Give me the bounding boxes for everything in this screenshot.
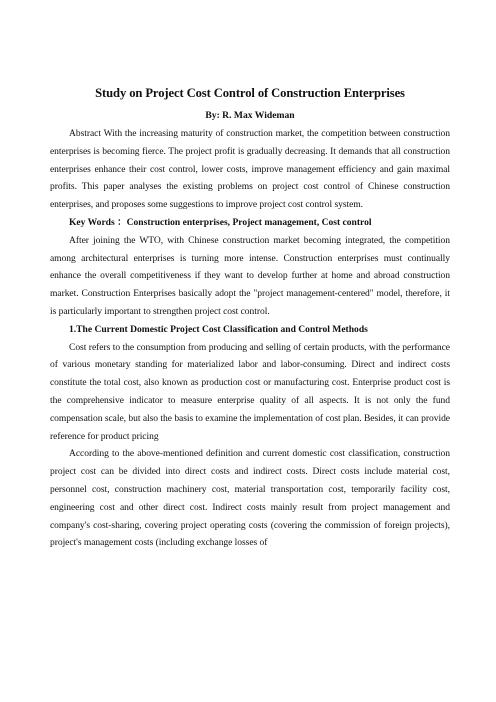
abstract-paragraph: Abstract With the increasing maturity of construction market, the competition between construction enterprises is becoming fierce. The project profit is gradually decreasing. It demands that all construction enterprises enhance their cost control, lower costs, improve management efficiency and gain maximal profits. This paper analyses the existing problems on project cost control of Chinese construction enterprises, and proposes some suggestions to improve project cost control system. (50, 128, 450, 211)
document-title: Study on Project Cost Control of Construction Enterprises (95, 86, 405, 100)
document-page (50, 85, 450, 552)
keywords-line (50, 214, 450, 232)
section-heading: 1.The Current Domestic Project Cost Classification and Control Methods (69, 323, 368, 335)
intro-paragraph: After joining the WTO, with Chinese construction market becoming integrated, the competition among architectural enterprises is turning more intense. Construction enterprises must continually enhance the overall competitiveness if they want to develop further at home and abroad construction market. Construction Enterprises basically adopt the "project management-centered" model, therefore, it is particularly important to strengthen project cost control. (50, 234, 450, 317)
document-author: By: R. Max Wideman (205, 110, 295, 121)
body-paragraph: According to the above-mentioned definition and current domestic cost classification, construction project cost can be divided into direct costs and indirect costs. Direct costs include material cost, personnel cost, construction machinery cost, material transportation cost, temporarily facility cost, engineering cost and other direct cost. Indirect costs mainly result from project management and company's cost-sharing, covering project operating costs (covering the commission of foreign projects), project's management costs (including exchange losses of (50, 448, 450, 549)
keywords-values: Construction enterprises, Project management, Cost control (126, 216, 372, 228)
body-paragraph: Cost refers to the consumption from producing and selling of certain products, with the performance of various monetary standing for materialized labor and labor-consuming. Direct and indirect costs constitute the total cost, also known as production cost or manufacturing cost. Enterprise product cost is the comprehensive indicator to measure enterprise quality of all aspects. It is not only the fund compensation scale, but also the basis to examine the implementation of cost plan. Besides, it can provide reference for product pricing (50, 341, 450, 442)
keywords-label: Key Words ： (69, 216, 127, 228)
